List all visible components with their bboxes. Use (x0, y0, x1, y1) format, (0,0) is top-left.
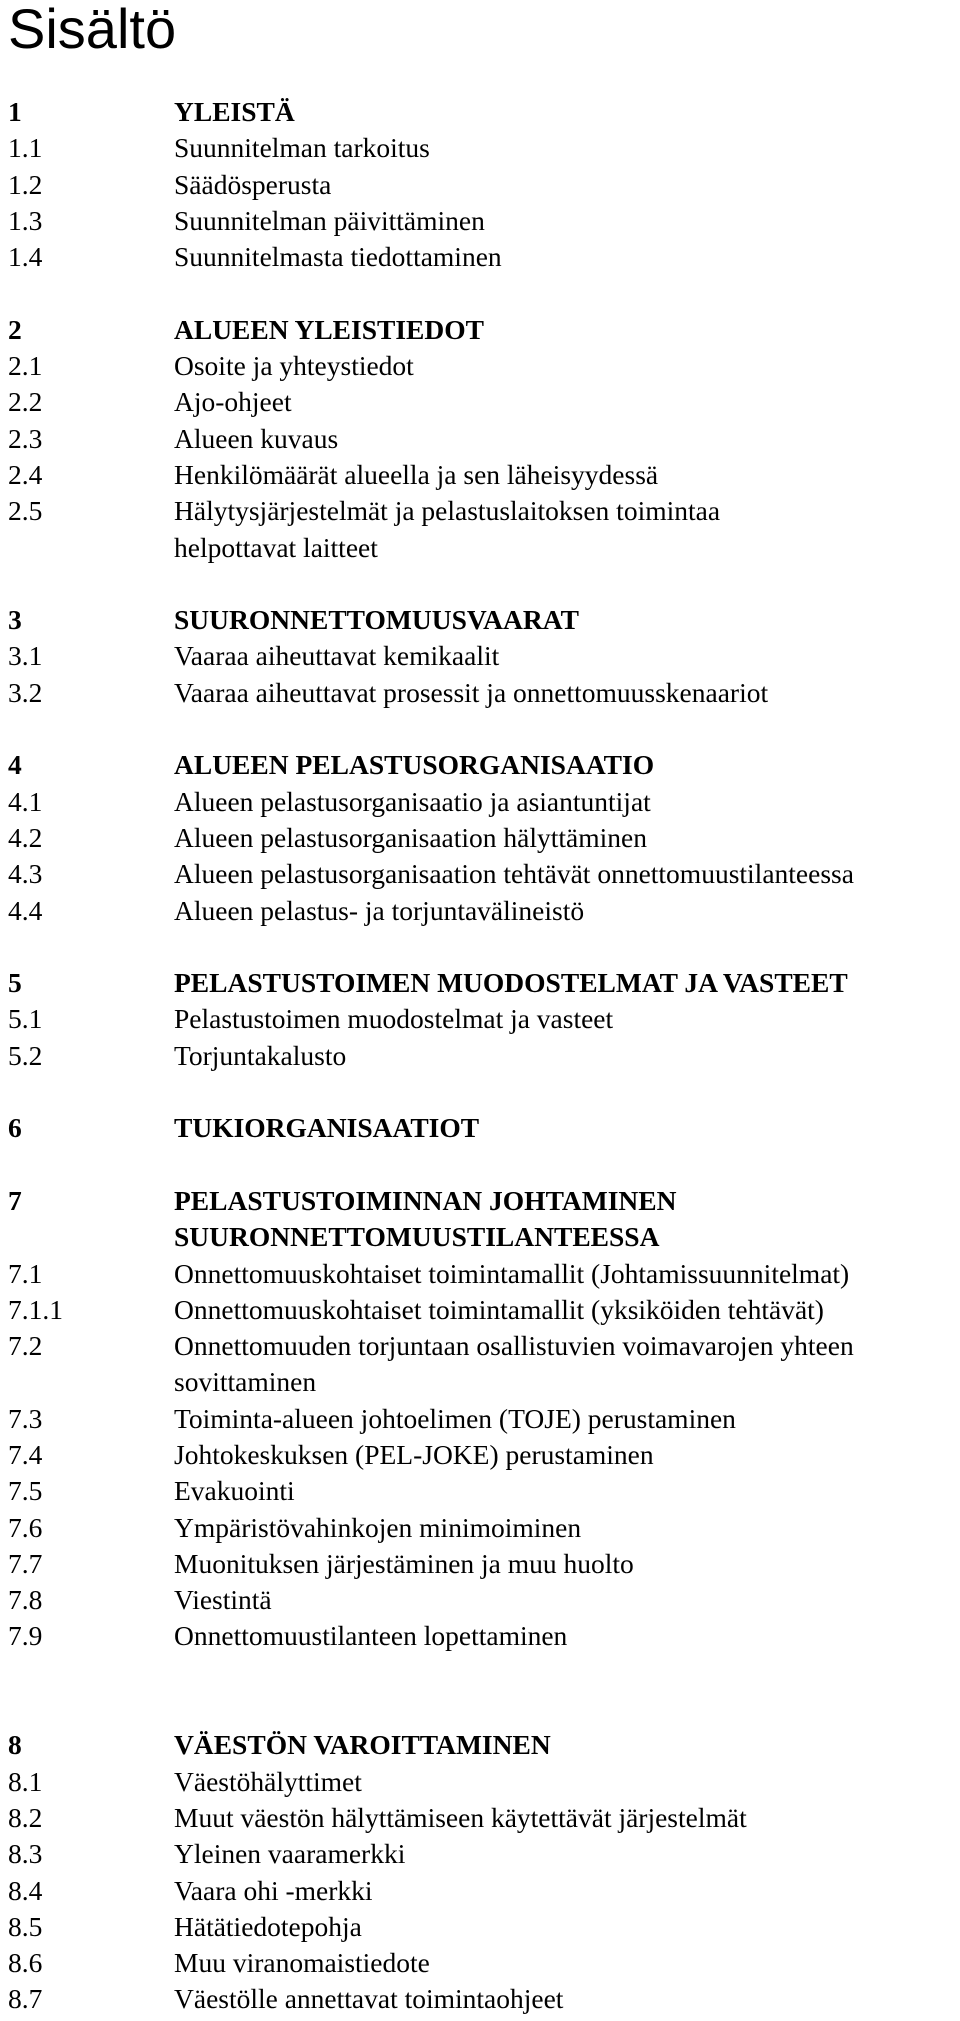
toc-entry-number: 3.2 (8, 676, 43, 708)
toc-entry-title-line: Alueen pelastusorganisaation tehtävät onnettomuustilanteessa (174, 858, 854, 890)
toc-section-entry (8, 167, 953, 203)
toc-entry-number: 4.4 (8, 894, 43, 926)
toc-section-entry (8, 1764, 953, 1800)
toc-section-entry (8, 239, 953, 275)
toc-entry-number: 7.3 (8, 1402, 43, 1434)
toc-entry-title-line: Onnettomuuskohtaiset toimintamallit (yksiköiden tehtävät) (174, 1293, 824, 1325)
toc-entry-title (174, 1401, 953, 1437)
toc-section-entry (8, 421, 953, 457)
toc-entry-title (174, 638, 953, 674)
toc-entry-title (174, 1001, 953, 1037)
toc-entry-title-line: Hätätiedotepohja (174, 1910, 362, 1942)
toc-section-entry (8, 893, 953, 929)
toc-entry-number: 5.2 (8, 1039, 43, 1071)
toc-entry-number: 8.3 (8, 1838, 43, 1870)
toc-section-entry (8, 1401, 953, 1437)
toc-entry-title (174, 1909, 953, 1945)
toc-entry-title (174, 1800, 953, 1836)
toc-entry-title-line: PELASTUSTOIMEN MUODOSTELMAT JA VASTEET (174, 967, 848, 999)
toc-entry-title (174, 130, 953, 166)
toc-section-entry (8, 1546, 953, 1582)
toc-entry-title (174, 1618, 953, 1654)
toc-entry-title-line: Alueen pelastusorganisaation hälyttäminen (174, 821, 647, 853)
toc-entry-number: 2.3 (8, 422, 43, 454)
toc-entry-title-line: Hälytysjärjestelmät ja pelastuslaitoksen toimintaa (174, 495, 721, 527)
toc-entry-number: 1.2 (8, 168, 43, 200)
toc-section-entry (8, 1256, 953, 1292)
toc-entry-title (174, 1764, 953, 1800)
toc-entry-title-line: Evakuointi (174, 1475, 295, 1507)
toc-entry-title-line: Muu viranomaistiedote (174, 1947, 430, 1979)
toc-entry-number: 1.3 (8, 204, 43, 236)
toc-entry-number: 7.7 (8, 1547, 43, 1579)
toc-section-entry (8, 1473, 953, 1509)
toc-entry-number: 7.1 (8, 1257, 43, 1289)
toc-chapter-entry (8, 1110, 953, 1146)
toc-entry-number: 5.1 (8, 1003, 43, 1035)
toc-section-entry (8, 638, 953, 674)
toc-chapter-entry (8, 602, 953, 638)
toc-entry-number: 2 (8, 313, 22, 345)
toc-spacer (8, 566, 953, 602)
toc-entry-title (174, 1873, 953, 1909)
toc-section-entry (8, 856, 953, 892)
toc-entry-title-line: Muut väestön hälyttämiseen käytettävät järjestelmät (174, 1801, 747, 1833)
toc-entry-number: 3.1 (8, 640, 43, 672)
toc-entry-number: 2.2 (8, 386, 43, 418)
toc-entry-title-line: TUKIORGANISAATIOT (174, 1112, 480, 1144)
toc-entry-title-line: Vaaraa aiheuttavat kemikaalit (174, 640, 500, 672)
toc-entry-number: 3 (8, 604, 22, 636)
toc-section-entry (8, 1909, 953, 1945)
toc-entry-title (174, 384, 953, 420)
toc-chapter-entry (8, 1183, 953, 1256)
toc-section-entry (8, 1800, 953, 1836)
toc-entry-title-line: Osoite ja yhteystiedot (174, 350, 414, 382)
toc-entry-title (174, 784, 953, 820)
toc-entry-number: 8.6 (8, 1947, 43, 1979)
toc-entry-title (174, 1038, 953, 1074)
toc-entry-title (174, 1110, 953, 1146)
toc-entry-title-line: Ympäristövahinkojen minimoiminen (174, 1511, 582, 1543)
toc-entry-number: 5 (8, 967, 22, 999)
toc-entry-title (174, 167, 953, 203)
toc-entry-title-line: Henkilömäärät alueella ja sen läheisyydessä (174, 458, 659, 490)
toc-entry-title-line: Torjuntakalusto (174, 1039, 347, 1071)
toc-section-entry (8, 1001, 953, 1037)
toc-section-entry (8, 1510, 953, 1546)
toc-entry-title-line: YLEISTÄ (174, 96, 295, 127)
toc-chapter-entry (8, 747, 953, 783)
toc-section-entry (8, 1945, 953, 1981)
toc-entry-title (174, 820, 953, 856)
toc-entry-number: 1.1 (8, 132, 43, 164)
toc-entry-title (174, 1437, 953, 1473)
toc-entry-title-line: Suunnitelman päivittäminen (174, 204, 485, 236)
toc-entry-title (174, 1328, 953, 1401)
toc-entry-number: 7.8 (8, 1584, 43, 1616)
toc-entry-title (174, 1727, 953, 1763)
toc-spacer (8, 1147, 953, 1183)
toc-section-entry (8, 1038, 953, 1074)
toc-entry-number: 4 (8, 749, 22, 781)
toc-entry-title (174, 94, 953, 130)
toc-entry-title-line: Onnettomuustilanteen lopettaminen (174, 1620, 568, 1652)
toc-entry-title (174, 747, 953, 783)
toc-entry-title-line: SUURONNETTOMUUSTILANTEESSA (174, 1221, 660, 1253)
toc-entry-title (174, 1473, 953, 1509)
toc-entry-title (174, 965, 953, 1001)
toc-entry-number: 1.4 (8, 241, 43, 273)
toc-chapter-entry (8, 1727, 953, 1763)
toc-section-entry (8, 1582, 953, 1618)
toc-entry-title-line: Vaara ohi -merkki (174, 1874, 373, 1906)
toc-section-entry (8, 1981, 953, 2017)
toc-entry-title-line: Väestöhälyttimet (174, 1765, 362, 1797)
toc-entry-number: 7.1.1 (8, 1293, 63, 1325)
toc-entry-title-line: PELASTUSTOIMINNAN JOHTAMINEN (174, 1184, 677, 1216)
toc-entry-number: 7.4 (8, 1438, 43, 1470)
toc-entry-title-line: ALUEEN YLEISTIEDOT (174, 313, 484, 345)
toc-spacer (8, 929, 953, 965)
toc-spacer (8, 711, 953, 747)
toc-entry-number: 4.1 (8, 785, 43, 817)
toc-section-entry (8, 130, 953, 166)
toc-entry-title (174, 1836, 953, 1872)
toc-entry-title-line: Säädösperusta (174, 168, 332, 200)
toc-entry-number: 6 (8, 1112, 22, 1144)
toc-entry-title (174, 348, 953, 384)
toc-section-entry (8, 1328, 953, 1401)
toc-entry-number: 8.1 (8, 1765, 43, 1797)
toc-entry-title (174, 675, 953, 711)
toc-section-entry (8, 457, 953, 493)
toc-entry-number: 4.3 (8, 858, 43, 890)
toc-entry-title-line: Alueen kuvaus (174, 422, 339, 454)
toc-entry-title-line: Suunnitelmasta tiedottaminen (174, 241, 502, 273)
toc-entry-title (174, 312, 953, 348)
toc-entry-title-line: Toiminta-alueen johtoelimen (TOJE) perustaminen (174, 1402, 736, 1434)
toc-entry-title-line: Ajo-ohjeet (174, 386, 292, 418)
toc-entry-title-line: Viestintä (174, 1584, 272, 1616)
toc-entry-title-line: Muonituksen järjestäminen ja muu huolto (174, 1547, 634, 1579)
toc-entry-title (174, 421, 953, 457)
table-of-contents (8, 94, 953, 2018)
toc-entry-title-line: Alueen pelastus- ja torjuntavälineistö (174, 894, 585, 926)
toc-entry-title-line: sovittaminen (174, 1366, 317, 1398)
toc-spacer (8, 275, 953, 311)
toc-entry-number: 1 (8, 96, 22, 127)
toc-entry-title (174, 1546, 953, 1582)
toc-entry-number: 2.5 (8, 495, 43, 527)
toc-entry-title (174, 239, 953, 275)
toc-entry-title (174, 1510, 953, 1546)
toc-entry-title-line: Pelastustoimen muodostelmat ja vasteet (174, 1003, 614, 1035)
toc-entry-title-line: helpottavat laitteet (174, 531, 378, 563)
toc-chapter-entry (8, 94, 953, 130)
toc-entry-number: 8.4 (8, 1874, 43, 1906)
toc-entry-number: 8 (8, 1729, 22, 1761)
toc-entry-title-line: Onnettomuuden torjuntaan osallistuvien voimavarojen yhteen (174, 1330, 854, 1362)
toc-entry-number: 7.5 (8, 1475, 43, 1507)
toc-entry-title-line: Väestölle annettavat toimintaohjeet (174, 1983, 564, 2015)
toc-entry-title (174, 203, 953, 239)
toc-spacer (8, 1655, 953, 1728)
toc-entry-title (174, 1981, 953, 2017)
toc-section-entry (8, 493, 953, 566)
toc-entry-number: 7 (8, 1184, 22, 1216)
toc-entry-number: 8.7 (8, 1983, 43, 2015)
toc-section-entry (8, 348, 953, 384)
toc-section-entry (8, 1437, 953, 1473)
toc-entry-title (174, 602, 953, 638)
toc-entry-number: 7.2 (8, 1330, 43, 1362)
toc-entry-title-line: Johtokeskuksen (PEL-JOKE) perustaminen (174, 1438, 654, 1470)
toc-section-entry (8, 1873, 953, 1909)
toc-section-entry (8, 784, 953, 820)
toc-entry-title-line: SUURONNETTOMUUSVAARAT (174, 604, 579, 636)
toc-entry-title-line: Alueen pelastusorganisaatio ja asiantuntijat (174, 785, 651, 817)
toc-chapter-entry (8, 965, 953, 1001)
toc-entry-number: 8.5 (8, 1910, 43, 1942)
toc-entry-title-line: ALUEEN PELASTUSORGANISAATIO (174, 749, 655, 781)
page-title: Sisältö (8, 0, 177, 60)
toc-section-entry (8, 384, 953, 420)
toc-section-entry (8, 820, 953, 856)
toc-entry-title (174, 1292, 953, 1328)
toc-section-entry (8, 1836, 953, 1872)
toc-section-entry (8, 1618, 953, 1654)
toc-entry-title (174, 1945, 953, 1981)
toc-entry-title (174, 893, 953, 929)
toc-spacer (8, 1074, 953, 1110)
toc-entry-title (174, 493, 953, 566)
toc-chapter-entry (8, 312, 953, 348)
toc-entry-title (174, 856, 953, 892)
toc-section-entry (8, 1292, 953, 1328)
toc-entry-title (174, 457, 953, 493)
toc-entry-number: 4.2 (8, 821, 43, 853)
toc-entry-title-line: VÄESTÖN VAROITTAMINEN (174, 1729, 551, 1761)
toc-entry-number: 7.9 (8, 1620, 43, 1652)
toc-entry-number: 2.1 (8, 350, 43, 382)
toc-entry-title (174, 1256, 953, 1292)
toc-entry-title-line: Yleinen vaaramerkki (174, 1838, 406, 1870)
toc-section-entry (8, 203, 953, 239)
toc-entry-title-line: Onnettomuuskohtaiset toimintamallit (Johtamissuunnitelmat) (174, 1257, 850, 1289)
toc-entry-title-line: Vaaraa aiheuttavat prosessit ja onnettomuusskenaariot (174, 676, 769, 708)
toc-section-entry (8, 675, 953, 711)
toc-entry-number: 7.6 (8, 1511, 43, 1543)
toc-entry-title (174, 1183, 953, 1256)
toc-entry-number: 2.4 (8, 458, 43, 490)
toc-entry-title-line: Suunnitelman tarkoitus (174, 132, 430, 164)
toc-entry-number: 8.2 (8, 1801, 43, 1833)
toc-entry-title (174, 1582, 953, 1618)
